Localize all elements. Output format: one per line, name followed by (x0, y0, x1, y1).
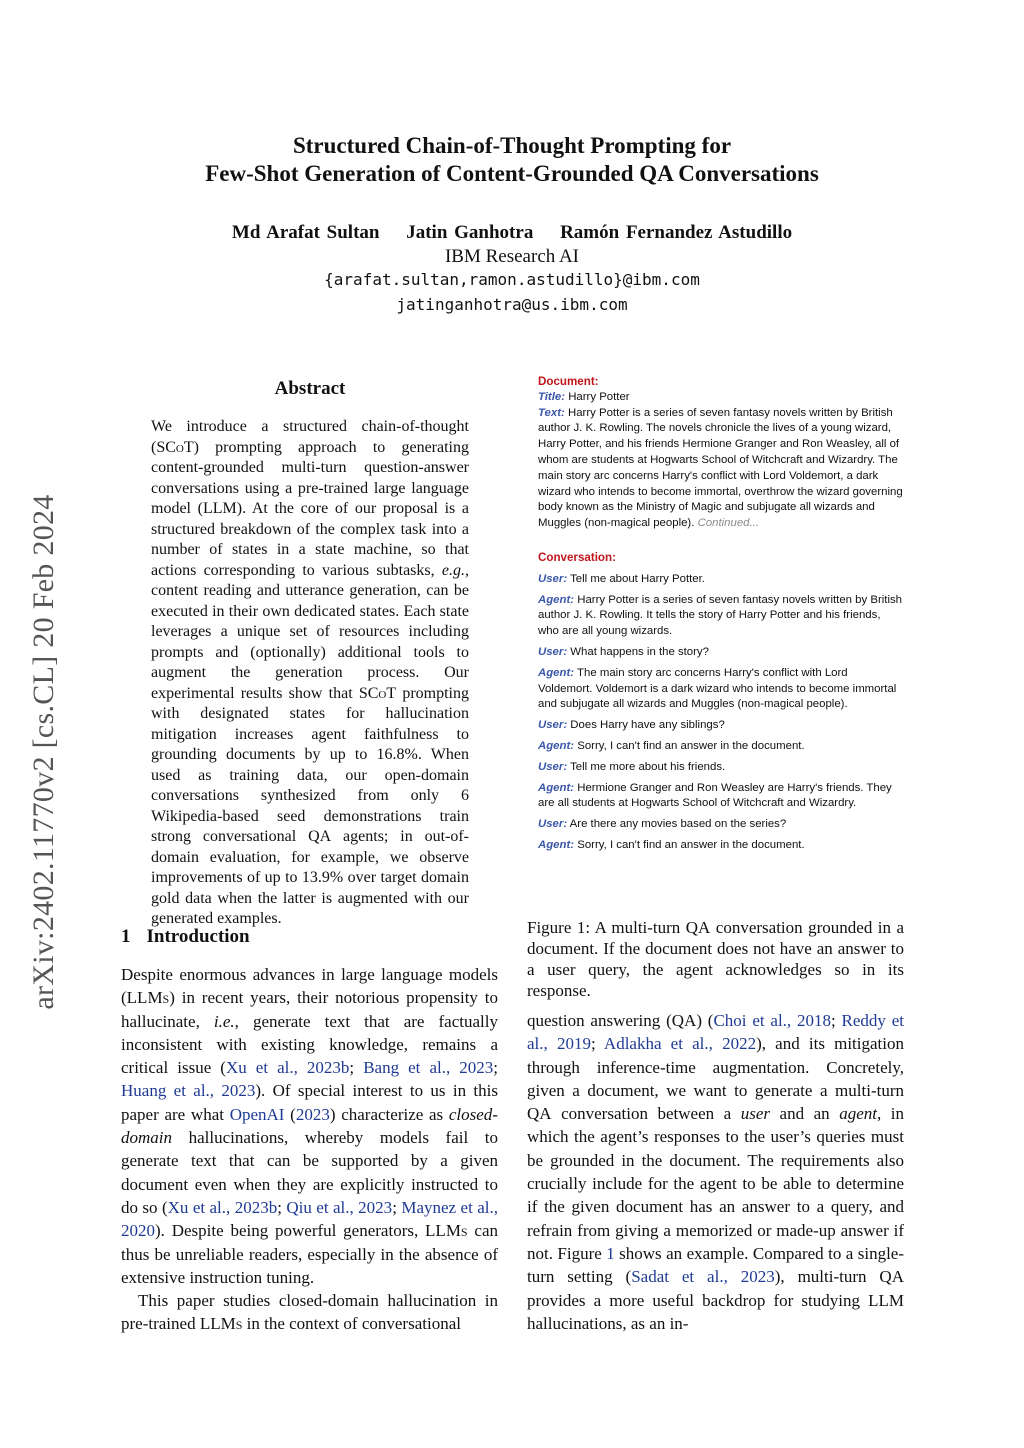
introduction-right-column: question answering (QA) (Choi et al., 2018; Reddy et al., 2019; Adlakha et al., 2022), and its mitigation through inference-time augmentation. Concretely, given a document, we want to generate a multi-turn QA conversation between a user and an agent, in which the agent’s responses to the user’s queries must be grounded in the document. The requirements also crucially include for the agent to be able to determine if the given document has an answer to a query, and refrain from giving a memorized or made-up answer if not. Figure 1 shows an example. Compared to a single-turn setting (Sadat et al., 2023), multi-turn QA provides a more useful backdrop for studying LLM hallucinations, as an in- (527, 1011, 905, 1333)
email-1: {arafat.sultan,ramon.astudillo}@ibm.com (324, 270, 700, 289)
document-label: Document: (538, 375, 599, 388)
figure-1-caption: Figure 1: A multi-turn QA conversation grounded in a document. If the document does not have an answer to a user query, the agent acknowledges so in its response. (527, 918, 904, 1000)
citation-link[interactable]: OpenAI (229, 1104, 285, 1124)
conversation-turn: User: Are there any movies based on the series? (538, 818, 787, 831)
author-2: Jatin Ganhotra (406, 222, 534, 243)
intro-paragraph-2: This paper studies closed-domain hallucination in pre-trained LLMs in the context of conversational (121, 1291, 498, 1334)
abstract-body: We introduce a structured chain-of-thought (SCoT) prompting approach to generating content-grounded multi-turn question-answer conversations using a pre-trained large language model (LLM). At the core of our proposal is a structured breakdown of the complex task into a number of states in a state machine, so that actions corresponding to various subtasks, e.g., content reading and utterance generation, can be executed in their own dedicated states. Each state leverages a unique set of resources including prompts and (optionally) additional tools to augment the generation process. Our experimental results show that SCoT prompting with designated states for hallucination mitigation increases agent faithfulness to grounding documents by up to 16.8%. When used as training data, our open-domain conversations synthesized from only 6 Wikipedia-based seed demonstrations train strong conversational QA agents; in out-of-domain evaluation, for example, we observe improvements of up to 13.9% over target domain gold data when the latter is augmented with our generated examples. (151, 418, 470, 927)
citation-link[interactable]: Maynez et al., 2020 (121, 1197, 498, 1241)
citation-link[interactable]: Sadat et al., 2023 (631, 1267, 775, 1287)
conversation-turn: User: Does Harry have any siblings? (538, 719, 725, 732)
citation-link[interactable]: Reddy et al., 2019 (527, 1011, 905, 1054)
citation-link[interactable]: Qiu et al., 2023 (286, 1197, 393, 1217)
conversation-turn: Agent: Sorry, I can't find an answer in the document. (538, 739, 805, 752)
author-1: Md Arafat Sultan (231, 222, 380, 243)
title-line-1: Structured Chain-of-Thought Prompting for (292, 133, 732, 158)
figure-reference-link[interactable]: 1 (606, 1243, 615, 1263)
email-2: jatinganhotra@us.ibm.com (396, 295, 628, 314)
citation-link[interactable]: Huang et al., 2023 (121, 1081, 256, 1101)
conversation-turn: User: Tell me more about his friends. (538, 760, 726, 773)
affiliation: IBM Research AI (444, 246, 580, 267)
author-list (120, 222, 904, 244)
figure-1-conversation (538, 374, 903, 859)
citation-link[interactable]: Adlakha et al., 2022 (603, 1034, 757, 1054)
conversation-turn: Agent: The main story arc concerns Harry's conflict with Lord Voldemort. Voldemort is a dark wizard who intends to become immortal and subjugate all wizards and Muggles (non-magical people). (538, 666, 897, 711)
section-heading-introduction: 1 Introduction (121, 926, 250, 947)
citation-link[interactable]: Choi et al., 2018 (713, 1011, 831, 1030)
title-line-2: Few-Shot Generation of Content-Grounded QA Conversations (205, 161, 819, 186)
citation-link[interactable]: Xu et al., 2023b (225, 1058, 350, 1078)
author-3: Ramón Fernandez Astudillo (560, 222, 793, 243)
conversation-turn: User: Tell me about Harry Potter. (538, 572, 705, 585)
conversation-turn: Agent: Harry Potter is a series of seven fantasy novels written by British author J. K. Rowling. It tells the story of Harry Potter and his friends, who are all young wizards. (538, 593, 903, 638)
intro-paragraph-1: Despite enormous advances in large language models (LLMs) in recent years, their notorious propensity to hallucinate, i.e., generate text that are factually inconsistent with existing knowledge, remains a critical issue (Xu et al., 2023b; Bang et al., 2023; Huang et al., 2023). Of special interest to us in this paper are what OpenAI (2023) characterize as closed-domain hallucinations, whereby models fail to generate text that can be supported by a given document even when they are explicitly instructed to do so (Xu et al., 2023b; Qiu et al., 2023; Maynez et al., 2020). Despite being powerful generators, LLMs can thus be unreliable readers, especially in the absence of extensive instruction tuning. (121, 965, 499, 1287)
conversation-turn: User: What happens in the story? (538, 645, 709, 658)
introduction-left-column (121, 963, 498, 1336)
conversation-turn: Agent: Sorry, I can't find an answer in the document. (538, 838, 805, 851)
arxiv-identifier: arXiv:2402.11770v2 [cs.CL] 20 Feb 2024 (27, 494, 60, 1010)
citation-link[interactable]: 2023 (295, 1104, 330, 1124)
paper-title (120, 132, 904, 188)
abstract-heading: Abstract (274, 378, 346, 399)
citation-link[interactable]: Bang et al., 2023 (363, 1058, 494, 1078)
document-title: Title: Harry Potter (538, 390, 630, 403)
conversation-label: Conversation: (538, 550, 616, 564)
conversation-turn: Agent: Hermione Granger and Ron Weasley are Harry's friends. They are all students at Hogwarts School of Witchcraft and Wizardry. (538, 781, 892, 810)
document-text: Text: Harry Potter is a series of seven fantasy novels written by British author J. K. Rowling. The novels chronicle the lives of a young wizard, Harry Potter, and his friends Hermione Granger and Ron Weasley, all of whom are students at Hogwarts School of Witchcraft and Wizardry. The main story arc concerns Harry's conflict with Lord Voldemort, a dark wizard who intends to become immortal, overthrow the wizard governing body known as the Ministry of Magic and subjugate all wizards and Muggles (non-magical people). Continued... (538, 406, 903, 530)
citation-link[interactable]: Xu et al., 2023b (167, 1197, 278, 1217)
